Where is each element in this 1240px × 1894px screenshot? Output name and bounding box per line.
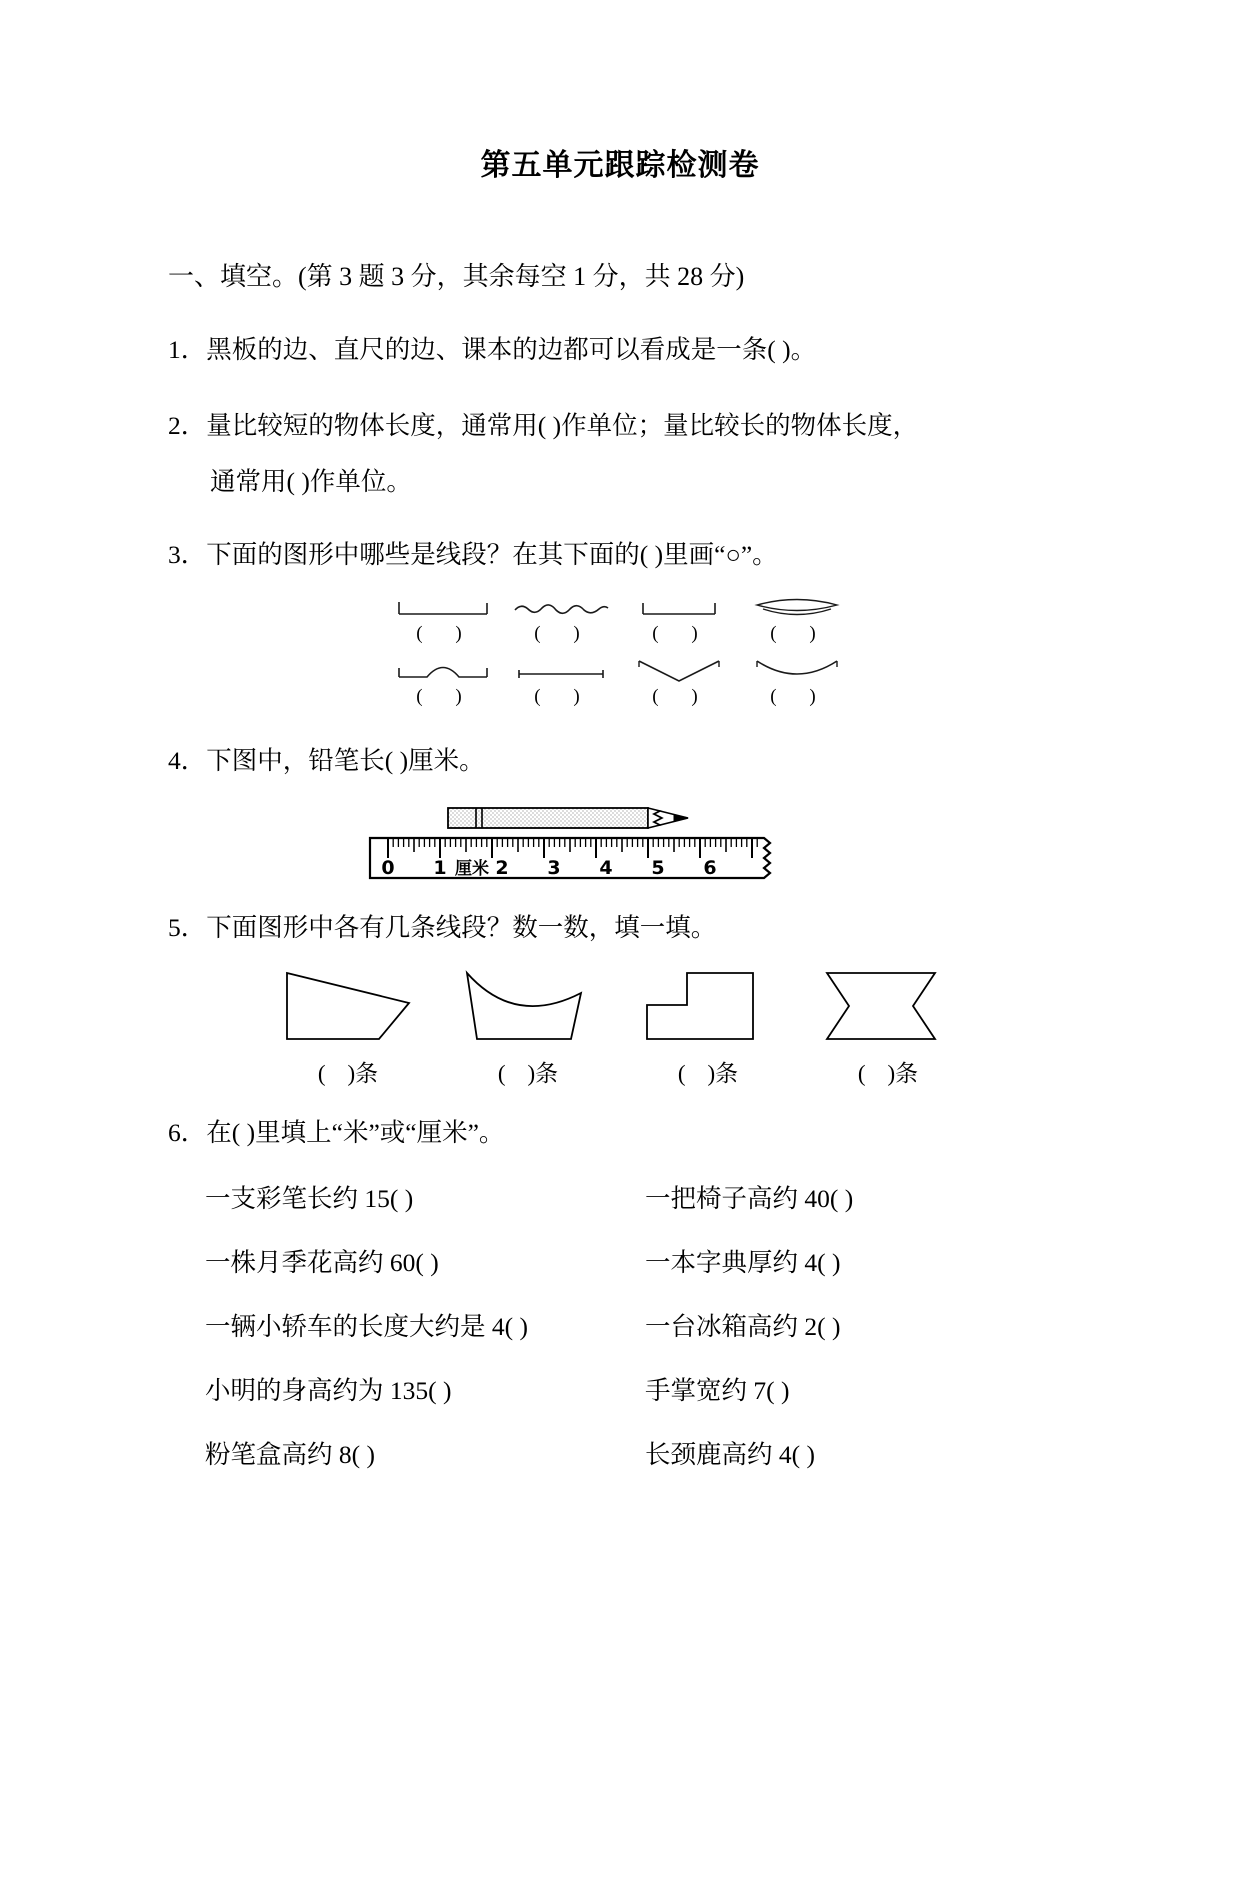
question-6-row <box>205 1179 1240 1215</box>
short-bracket-segment-icon <box>627 596 731 622</box>
ruler-label-3: 3 <box>547 857 561 879</box>
v-shape-angle-icon <box>627 659 731 685</box>
question-4-text: 下图中，铅笔长( )厘米。 <box>206 745 485 775</box>
question-4-illustration <box>168 800 1240 895</box>
question-6 <box>168 1114 1240 1152</box>
question-6-item-left[interactable]: 一支彩笔长约 15( ) <box>205 1183 414 1213</box>
ruler-label-0: 0 <box>381 857 395 879</box>
question-6-item-right[interactable]: 一本字典厚约 4( ) <box>645 1247 841 1277</box>
figure-curved-top-trapezoid <box>438 965 618 1088</box>
figure-paren-1-4[interactable]: ( ) <box>770 622 830 644</box>
question-6-item-left[interactable]: 一辆小轿车的长度大约是 4( ) <box>205 1311 528 1341</box>
ruler-label-1: 1 <box>433 857 447 879</box>
question-4-number: 4． <box>168 745 207 775</box>
question-2-line-1: 量比较短的物体长度，通常用( )作单位；量比较长的物体长度， <box>206 411 919 441</box>
figure-wavy-line <box>502 596 620 645</box>
straight-bracket-segment-icon <box>391 596 495 622</box>
question-6-item-right[interactable]: 手掌宽约 7( ) <box>645 1375 790 1405</box>
ruler-label-6: 6 <box>703 857 717 879</box>
figure-paren-1-3[interactable]: ( ) <box>652 622 712 644</box>
curved-top-trapezoid-icon <box>453 965 603 1047</box>
question-6-item-right[interactable]: 一台冰箱高约 2( ) <box>645 1311 841 1341</box>
ruler-label-4: 4 <box>599 857 613 879</box>
bump-curve-segment-icon <box>391 659 495 685</box>
figure-l-shaped-polygon <box>618 965 798 1088</box>
ruler-label-unit: 厘米 <box>455 859 489 879</box>
question-5-text: 下面图形中各有几条线段？数一数，填一填。 <box>206 913 717 942</box>
figure-paren-2-4[interactable]: ( ) <box>770 685 830 707</box>
question-6-row <box>205 1371 1240 1407</box>
question-3-figure-row-1 <box>384 596 1068 645</box>
figure-5-label-1[interactable]: ()条 <box>317 1061 379 1087</box>
ruler-label-2: 2 <box>495 857 509 879</box>
figure-straight-bracket-segment <box>384 596 502 645</box>
question-3-figure-grid <box>168 596 1068 708</box>
question-1-text: 黑板的边、直尺的边、课本的边都可以看成是一条( )。 <box>206 335 817 364</box>
figure-bump-curve-segment <box>384 659 502 708</box>
question-6-row <box>205 1307 1240 1343</box>
question-5-number: 5． <box>168 913 207 942</box>
question-3-number: 3． <box>168 539 207 569</box>
pencil-and-ruler-diagram <box>368 800 798 890</box>
question-2-line-2: 通常用( )作单位。 <box>210 466 412 496</box>
question-6-item-right[interactable]: 一把椅子高约 40( ) <box>645 1183 854 1213</box>
question-6-item-left[interactable]: 小明的身高约为 135( ) <box>205 1375 452 1405</box>
question-6-item-right[interactable]: 长颈鹿高约 4( ) <box>645 1439 815 1469</box>
question-1-number: 1． <box>168 335 207 364</box>
figure-5-label-2[interactable]: ()条 <box>497 1061 559 1087</box>
question-5-figure-row <box>168 965 1240 1088</box>
question-6-row <box>205 1243 1240 1279</box>
question-2-number: 2． <box>168 411 207 441</box>
question-3 <box>168 536 1240 574</box>
question-6-row <box>205 1435 1240 1471</box>
section-heading-fill-in-blank: 一、填空。(第 3 题 3 分，其余每空 1 分，共 28 分) <box>168 262 745 291</box>
question-5 <box>168 909 1240 947</box>
figure-paren-2-3[interactable]: ( ) <box>652 685 712 707</box>
quadrilateral-trapezoid-icon <box>273 965 423 1047</box>
figure-hourglass-polygon <box>798 965 978 1088</box>
figure-plain-segment <box>502 659 620 708</box>
figure-paren-1-1[interactable]: ( ) <box>416 622 476 644</box>
figure-short-bracket-segment <box>620 596 738 645</box>
question-6-item-list <box>205 1179 1240 1471</box>
figure-quadrilateral-trapezoid <box>258 965 438 1088</box>
figure-5-label-3[interactable]: ()条 <box>677 1061 739 1087</box>
question-6-text: 在( )里填上“米”或“厘米”。 <box>206 1118 505 1148</box>
ellipse-open-curve-icon <box>745 596 849 622</box>
page-title: 第五单元跟踪检测卷 <box>480 148 760 183</box>
question-2 <box>168 407 1240 445</box>
question-1 <box>168 331 1240 369</box>
question-6-item-left[interactable]: 粉笔盒高约 8( ) <box>205 1439 375 1469</box>
figure-v-shape-angle <box>620 659 738 708</box>
arc-curve-icon <box>745 659 849 685</box>
question-4 <box>168 742 1240 780</box>
question-6-number: 6． <box>168 1118 207 1148</box>
wavy-line-icon <box>509 596 613 622</box>
worksheet-page <box>0 140 1240 1894</box>
figure-ellipse-open-curve <box>738 596 856 645</box>
question-6-item-left[interactable]: 一株月季花高约 60( ) <box>205 1247 439 1277</box>
figure-paren-2-2[interactable]: ( ) <box>534 685 594 707</box>
question-3-figure-row-2 <box>384 659 1068 708</box>
figure-paren-1-2[interactable]: ( ) <box>534 622 594 644</box>
plain-segment-icon <box>509 659 613 685</box>
figure-5-label-4[interactable]: ()条 <box>857 1061 919 1087</box>
ruler-icon <box>370 838 770 879</box>
hourglass-polygon-icon <box>813 965 963 1047</box>
ruler-label-5: 5 <box>651 857 665 879</box>
figure-arc-curve <box>738 659 856 708</box>
l-shaped-polygon-icon <box>633 965 783 1047</box>
pencil-icon <box>448 808 688 828</box>
question-3-text: 下面的图形中哪些是线段？在其下面的( )里画“○”。 <box>206 539 778 569</box>
figure-paren-2-1[interactable]: ( ) <box>416 685 476 707</box>
